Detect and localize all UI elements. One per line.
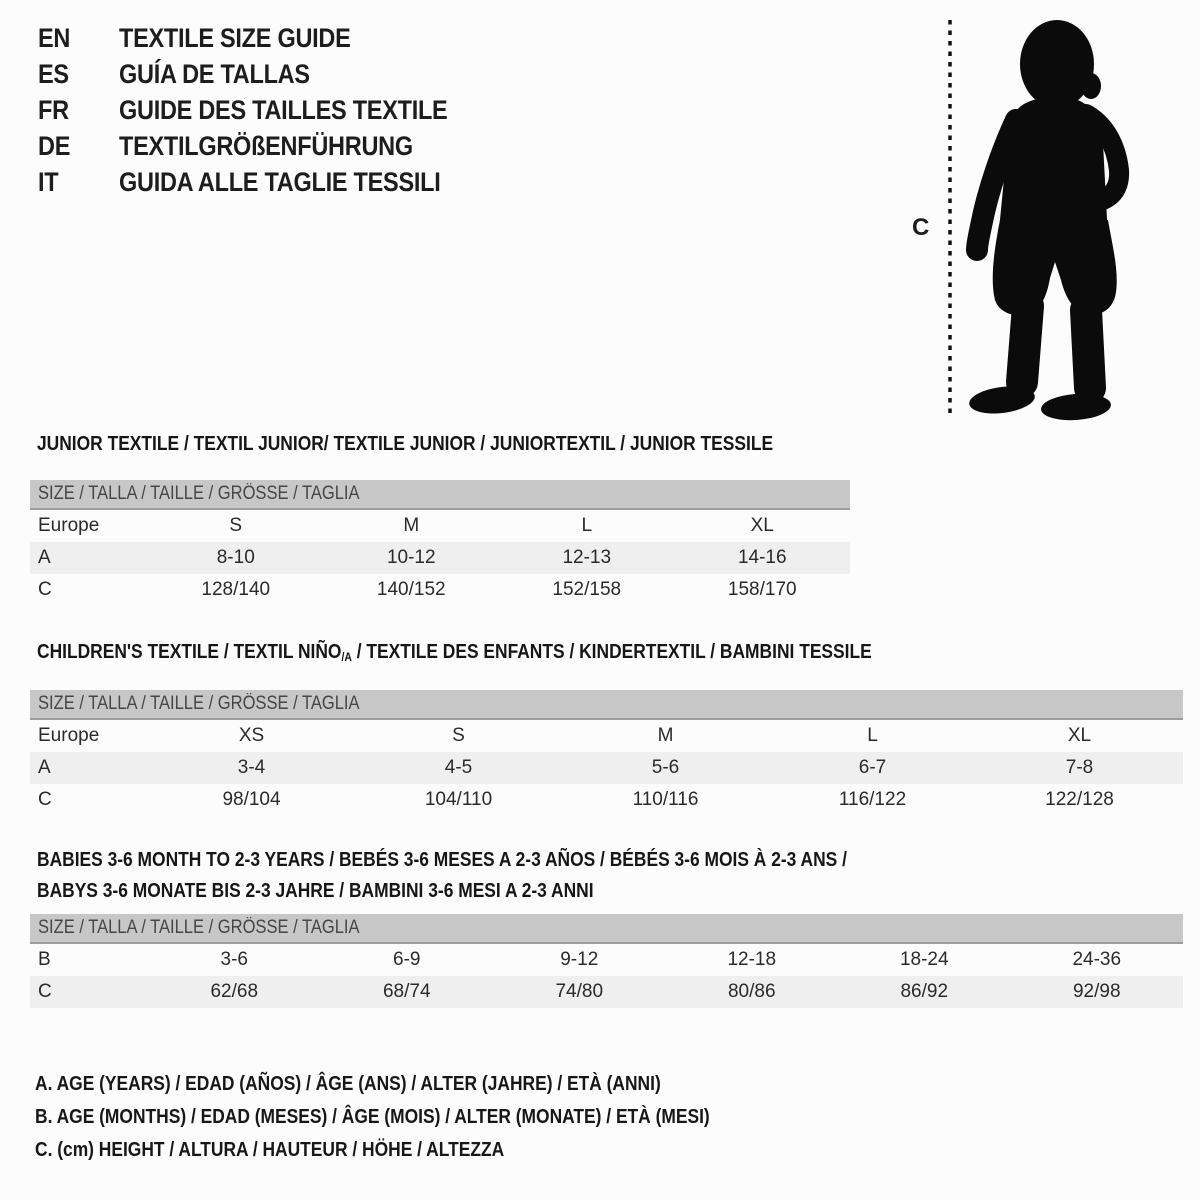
cell: 3-6 [220, 949, 248, 970]
size-header-band: SIZE / TALLA / TAILLE / GRÖSSE / TAGLIA [30, 914, 1183, 944]
cell: 7-8 [1065, 757, 1094, 778]
cell: S [229, 515, 243, 536]
cell: L [867, 725, 878, 746]
babies-textile-section [30, 850, 1183, 1008]
row-label: Europe [38, 725, 100, 746]
children-size-table [30, 720, 1183, 816]
language-row-es [38, 56, 497, 92]
language-code: IT [38, 166, 59, 197]
babies-size-table [30, 944, 1183, 1008]
table-row [30, 752, 1183, 784]
babies-section-title-line2: BABYS 3-6 MONATE BIS 2-3 JAHRE / BAMBINI 3-6 MESI A 2-3 ANNI [37, 880, 594, 902]
cell: M [403, 515, 420, 536]
cell: XL [750, 515, 774, 536]
cell: 98/104 [222, 789, 281, 810]
cell: 104/110 [424, 789, 493, 810]
row-label: A [38, 757, 51, 778]
table-row [30, 720, 1183, 752]
toddler-silhouette [968, 20, 1119, 421]
cell: 110/116 [632, 789, 699, 810]
measure-label-c: C [912, 214, 930, 241]
language-code: FR [38, 94, 69, 125]
table-row [30, 574, 850, 606]
cell: 122/128 [1045, 789, 1114, 810]
cell: 68/74 [382, 981, 431, 1002]
junior-textile-section [30, 434, 850, 606]
table-row [30, 542, 850, 574]
language-list [38, 20, 497, 200]
row-label: C [38, 579, 52, 600]
height-measure-figure [900, 6, 1200, 421]
cell: 14-16 [737, 547, 787, 568]
row-label: C [38, 981, 52, 1002]
language-row-fr [38, 92, 497, 128]
language-title: GUÍA DE TALLAS [119, 58, 310, 89]
cell: M [657, 725, 674, 746]
cell: 86/92 [900, 981, 949, 1002]
language-title: TEXTILE SIZE GUIDE [119, 22, 351, 53]
cell: 152/158 [552, 579, 622, 600]
language-code: ES [38, 58, 69, 89]
cell: 12-18 [727, 949, 777, 970]
cell: 92/98 [1072, 981, 1121, 1002]
language-title: GUIDE DES TAILLES TEXTILE [119, 94, 448, 125]
cell: S [452, 725, 465, 746]
legend-line-a: A. AGE (YEARS) / EDAD (AÑOS) / ÂGE (ANS) / ALTER (JAHRE) / ETÀ (ANNI) [35, 1073, 661, 1095]
cell: 18-24 [899, 949, 949, 970]
cell: 4-5 [444, 757, 473, 778]
table-row [30, 784, 1183, 816]
cell: 116/122 [838, 789, 907, 810]
language-row-en [38, 20, 497, 56]
legend-line-c: C. (cm) HEIGHT / ALTURA / HAUTEUR / HÖHE / ALTEZZA [35, 1139, 505, 1161]
row-label: Europe [38, 515, 100, 536]
children-textile-section [30, 642, 1183, 816]
size-header-band: SIZE / TALLA / TAILLE / GRÖSSE / TAGLIA [30, 480, 850, 510]
row-label: B [38, 949, 51, 970]
language-code: EN [38, 22, 71, 53]
cell: XS [238, 725, 265, 746]
table-row [30, 976, 1183, 1008]
babies-section-title-line1: BABIES 3-6 MONTH TO 2-3 YEARS / BEBÉS 3-6 MESES A 2-3 AÑOS / BÉBÉS 3-6 MOIS À 2-3 ANS / [37, 849, 847, 871]
row-label: A [38, 547, 51, 568]
cell: 5-6 [651, 757, 680, 778]
cell: XL [1067, 725, 1092, 746]
cell: 6-9 [393, 949, 421, 970]
size-header-band: SIZE / TALLA / TAILLE / GRÖSSE / TAGLIA [30, 690, 1183, 720]
cell: 8-10 [216, 547, 255, 568]
language-title: GUIDA ALLE TAGLIE TESSILI [119, 166, 441, 197]
cell: 158/170 [727, 579, 797, 600]
cell: 10-12 [386, 547, 436, 568]
language-title: TEXTILGRÖßENFÜHRUNG [119, 130, 413, 161]
cell: 6-7 [858, 757, 887, 778]
cell: 80/86 [727, 981, 776, 1002]
cell: L [581, 515, 593, 536]
cell: 12-13 [562, 547, 612, 568]
junior-section-title: JUNIOR TEXTILE / TEXTIL JUNIOR/ TEXTILE JUNIOR / JUNIORTEXTIL / JUNIOR TESSILE [37, 433, 774, 455]
cell: 128/140 [201, 579, 271, 600]
cell: 74/80 [555, 981, 604, 1002]
title-subscript: /A [341, 650, 352, 664]
cell: 9-12 [560, 949, 599, 970]
language-row-de [38, 128, 497, 164]
cell: 3-4 [237, 757, 266, 778]
legend [35, 1068, 811, 1167]
children-section-title: CHILDREN'S TEXTILE / TEXTIL NIÑO/A / TEXTILE DES ENFANTS / KINDERTEXTIL / BAMBINI TESSILE [37, 641, 872, 664]
language-row-it [38, 164, 497, 200]
junior-size-table [30, 510, 850, 606]
language-code: DE [38, 130, 71, 161]
toddler-silhouette-svg [900, 6, 1200, 421]
legend-line-b: B. AGE (MONTHS) / EDAD (MESES) / ÂGE (MOIS) / ALTER (MONATE) / ETÀ (MESI) [35, 1106, 710, 1128]
cell: 140/152 [376, 579, 446, 600]
row-label: C [38, 789, 52, 810]
cell: 62/68 [210, 981, 259, 1002]
table-row [30, 510, 850, 542]
table-row [30, 944, 1183, 976]
cell: 24-36 [1072, 949, 1122, 970]
